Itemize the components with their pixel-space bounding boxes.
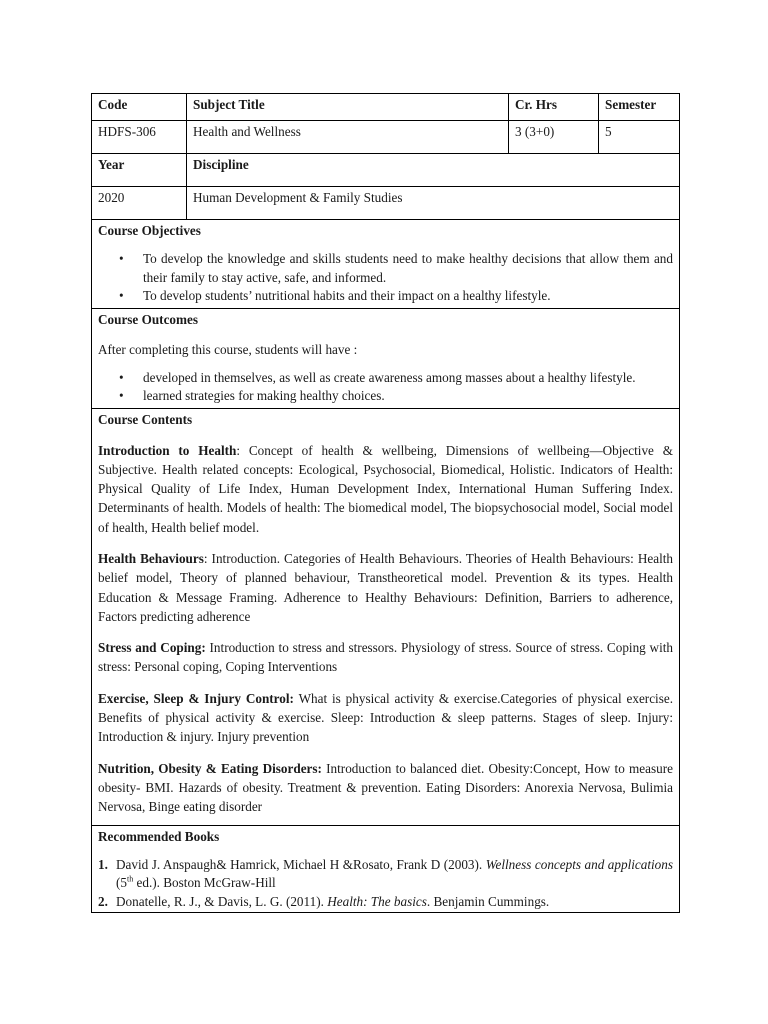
books-list [98, 856, 673, 912]
objective-item: • To develop students’ nutritional habits and their impact on a healthy lifestyle. [143, 287, 673, 306]
course-contents-cell [92, 408, 680, 825]
year-value: 2020 [92, 187, 187, 220]
semester-label: Semester [599, 94, 680, 121]
topic-heading: Stress and Coping: [98, 640, 206, 656]
topic-heading: Introduction to Health [98, 442, 237, 458]
subject-title-label: Subject Title [187, 94, 509, 121]
semester: 5 [599, 121, 680, 154]
book-title: Health: The basics [327, 893, 427, 909]
book-title: Wellness concepts and applications [485, 856, 673, 872]
subject-title: Health and Wellness [187, 121, 509, 154]
objectives-row [92, 220, 680, 309]
course-objectives-title: Course Objectives [98, 223, 201, 238]
book-edition: (5 [116, 875, 127, 891]
year-row [92, 187, 680, 220]
book-number: 2. [98, 893, 108, 909]
topic-health-behaviours [98, 549, 673, 626]
discipline-value: Human Development & Family Studies [187, 187, 680, 220]
outcomes-intro: After completing this course, students will have : [98, 341, 358, 357]
books-row [92, 825, 680, 913]
contents-row [92, 408, 680, 825]
year-label: Year [92, 154, 187, 187]
course-contents-title: Course Contents [98, 411, 193, 427]
book-edition-suffix: th [127, 874, 134, 884]
outcomes-list [98, 369, 673, 406]
course-outcomes-cell [92, 308, 680, 408]
book-authors: Donatelle, R. J., & Davis, L. G. (2011). [116, 893, 328, 909]
header-row [92, 94, 680, 121]
outcome-item: • learned strategies for making healthy choices. [143, 387, 673, 406]
book-number: 1. [98, 856, 108, 872]
recommended-books-title: Recommended Books [98, 828, 220, 844]
objective-item: • To develop the knowledge and skills students need to make healthy decisions that allow them and their family to stay active, safe, and informed. [143, 250, 673, 287]
objectives-list [98, 250, 673, 306]
topic-body: Introduction to stress and stressors. Physiology of stress. Source of stress. Coping with stress: Personal coping, Coping Interventions [98, 640, 673, 675]
topic-heading: Health Behaviours [98, 550, 204, 566]
course-code: HDFS-306 [92, 121, 187, 154]
book-publisher: . Benjamin Cummings. [426, 893, 550, 909]
course-outline-table [91, 93, 680, 913]
topic-body: What is physical activity & exercise.Categories of physical exercise. Benefits of physical activity & exercise. Sleep: Introduction & sleep patterns. Stages of sleep. Injury: Introduction & injury. Injury prevention [98, 690, 673, 745]
credit-hours: 3 (3+0) [509, 121, 599, 154]
outcomes-row [92, 308, 680, 408]
topic-body: : Concept of health & wellbeing, Dimensions of wellbeing—Objective & Subjective. Health related concepts: Ecological, Psychosocial, Biomedical, Holistic. Indicators of Health: Physical Quality of Life Index, Human Development Index, International Human Suffering Index. Determinants of health. Models of health: The biomedical model, The biopsychosocial model, Social model of health, Health belief model. [98, 442, 673, 535]
book-item [98, 856, 673, 893]
book-publisher: ed.). Boston McGraw-Hill [133, 875, 276, 891]
discipline-label: Discipline [187, 154, 680, 187]
book-item [98, 893, 673, 912]
recommended-books-cell [92, 825, 680, 913]
topic-introduction-to-health [98, 441, 673, 537]
topic-heading: Exercise, Sleep & Injury Control: [98, 690, 294, 706]
topic-nutrition-obesity [98, 759, 673, 817]
course-objectives-cell [92, 220, 680, 309]
topic-body: : Introduction. Categories of Health Behaviours. Theories of Health Behaviours: Health belief model, Theory of planned behaviour, Transtheoretical model. Prevention & its types. Health Education & Message Framing. Adherence to Healthy Behaviours: Definition, Barriers to adherence, Factors predicting adherence [98, 550, 674, 624]
topic-exercise-sleep-injury [98, 689, 673, 747]
cr-hrs-label: Cr. Hrs [509, 94, 599, 121]
year-header-row [92, 154, 680, 187]
topic-stress-and-coping [98, 638, 673, 677]
topic-body: Introduction to balanced diet. Obesity:Concept, How to measure obesity- BMI. Hazards of obesity. Treatment & prevention. Eating Disorders: Anorexia Nervosa, Bulimia Nervosa, Binge eating disorder [98, 760, 673, 815]
course-outcomes-title: Course Outcomes [98, 311, 198, 327]
course-row [92, 121, 680, 154]
code-label: Code [92, 94, 187, 121]
book-authors: David J. Anspaugh& Hamrick, Michael H &Rosato, Frank D (2003). [116, 856, 486, 872]
topic-heading: Nutrition, Obesity & Eating Disorders: [98, 760, 322, 776]
outcome-item: • developed in themselves, as well as create awareness among masses about a healthy lifestyle. [143, 369, 673, 388]
